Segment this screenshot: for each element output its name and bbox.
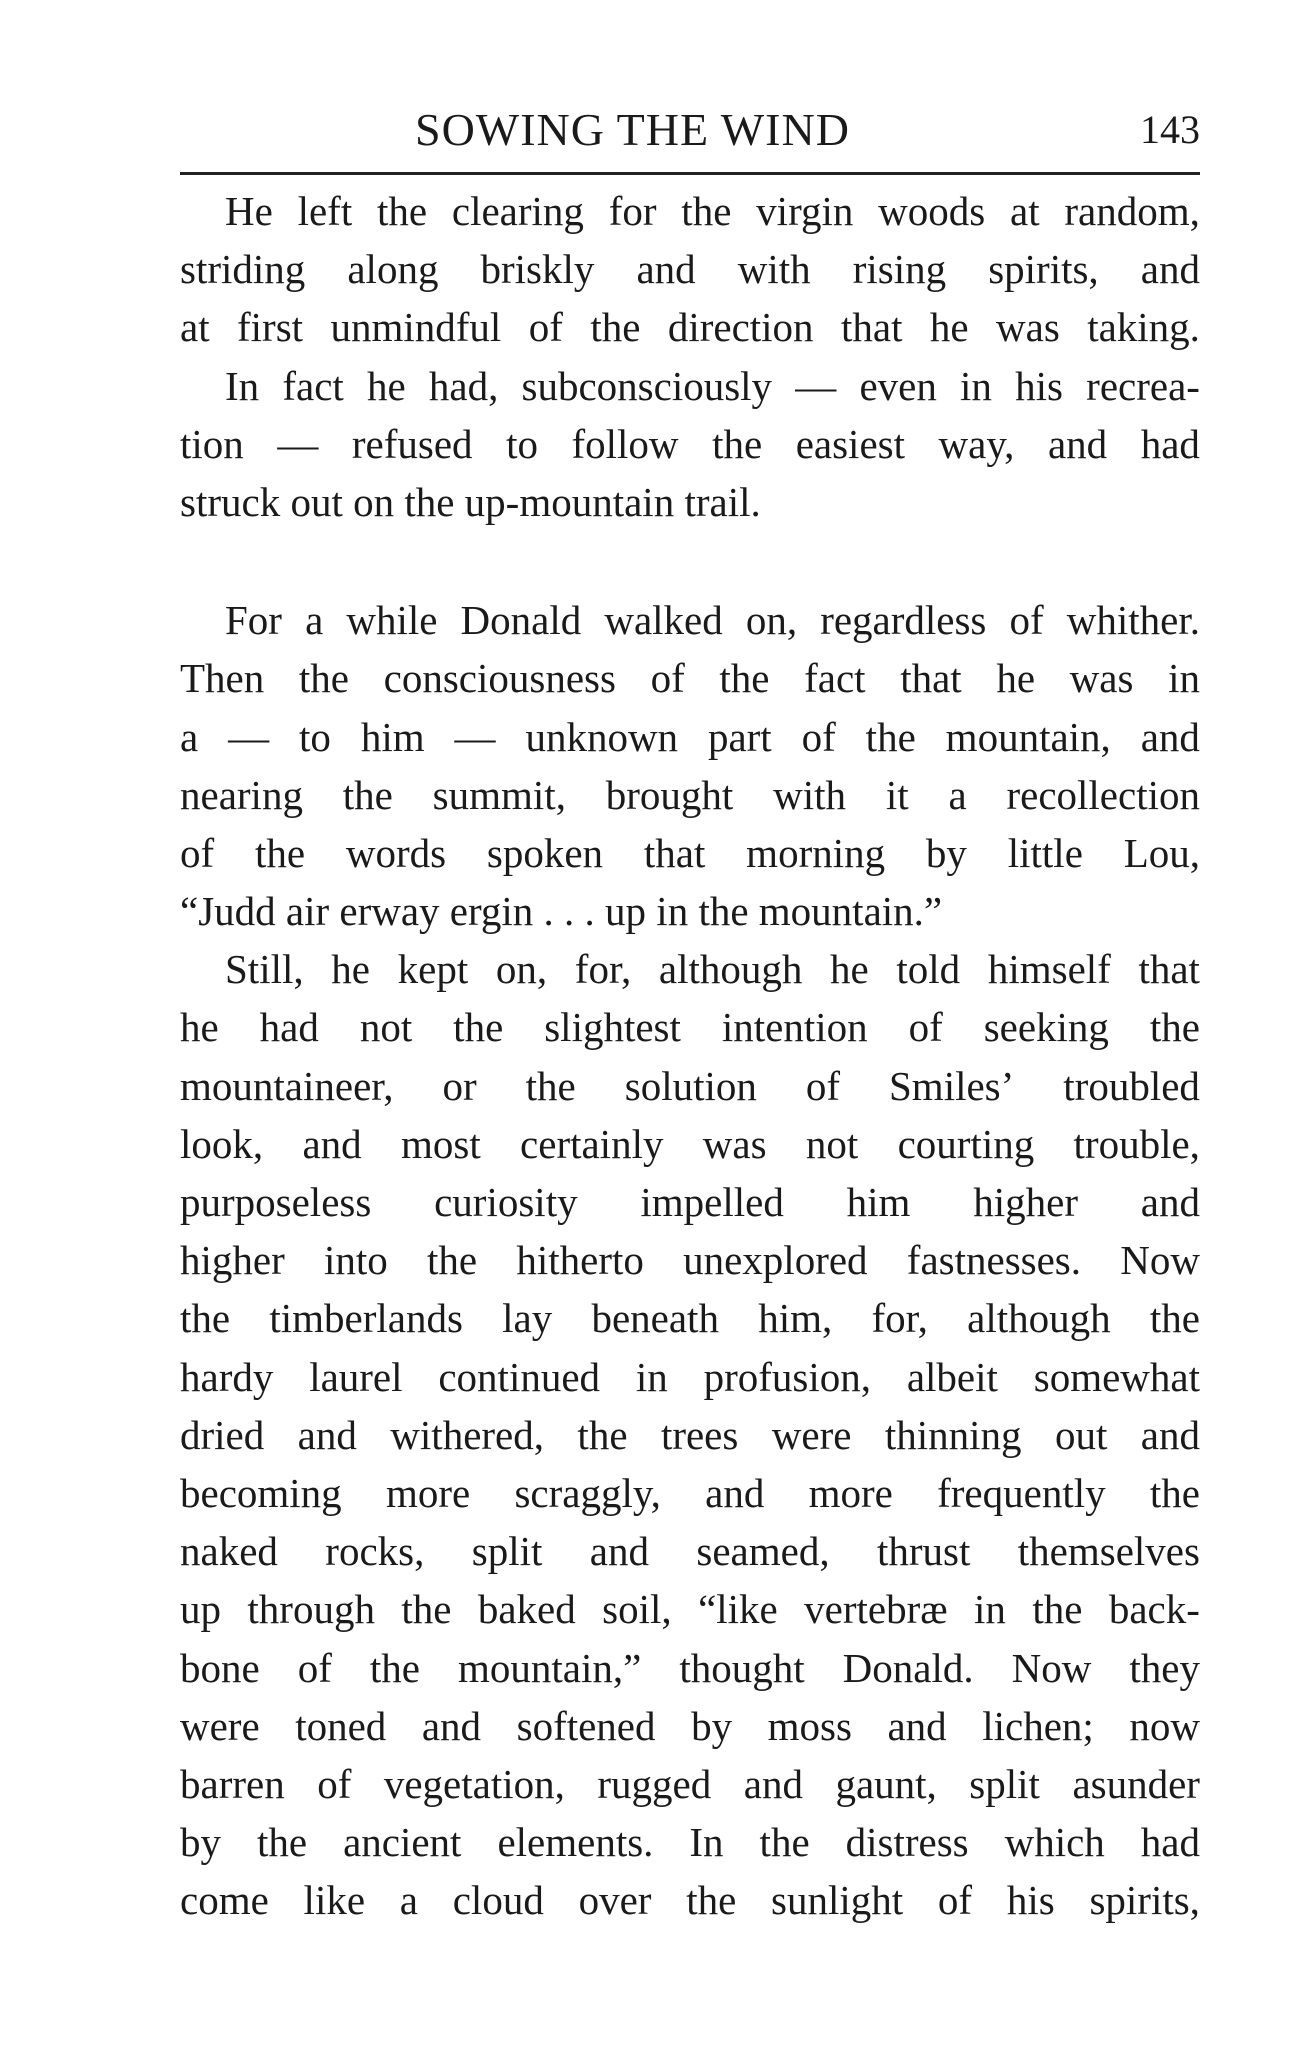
text-line: a — to him — unknown part of the mountain, and [180, 713, 1200, 760]
text-line: of the words spoken that morning by little Lou, [180, 829, 1200, 876]
header-rule [180, 172, 1200, 175]
text-line: come like a cloud over the sunlight of his spirits, [180, 1877, 1200, 1924]
text-line: dried and withered, the trees were thinning out and [180, 1411, 1200, 1458]
text-line: tion — refused to follow the easiest way, and had [180, 420, 1200, 467]
text-line: naked rocks, split and seamed, thrust themselves [180, 1528, 1200, 1575]
text-line: look, and most certainly was not courting trouble, [180, 1120, 1200, 1167]
running-head [180, 100, 1200, 160]
text-line: mountaineer, or the solution of Smiles’ troubled [180, 1062, 1200, 1109]
text-line: Then the consciousness of the fact that he was in [180, 655, 1200, 702]
text-line: barren of vegetation, rugged and gaunt, split asunder [180, 1760, 1200, 1807]
text-line: striding along briskly and with rising spirits, and [180, 246, 1200, 293]
text-line: at first unmindful of the direction that he was taking. [180, 304, 1200, 351]
text-line: For a while Donald walked on, regardless of whither. [225, 597, 1200, 644]
text-line: He left the clearing for the virgin woods at random, [225, 188, 1200, 234]
page-number: 143 [1140, 107, 1200, 152]
text-line: by the ancient elements. In the distress which had [180, 1819, 1200, 1866]
text-line: hardy laurel continued in profusion, albeit somewhat [180, 1353, 1200, 1400]
text-line: nearing the summit, brought with it a recollection [180, 771, 1200, 818]
paragraph [180, 357, 1200, 532]
text-line: “Judd air erway ergin . . . up in the mountain.” [180, 888, 943, 935]
section-break [180, 531, 1200, 591]
text-line: Still, he kept on, for, although he told himself that [225, 946, 1200, 993]
running-title: SOWING THE WIND [415, 104, 850, 155]
paragraph [180, 591, 1200, 940]
paragraph [180, 940, 1200, 1929]
text-line: higher into the hitherto unexplored fastnesses. Now [180, 1237, 1200, 1284]
text-line: purposeless curiosity impelled him higher and [180, 1179, 1200, 1225]
text-line: bone of the mountain,” thought Donald. Now they [180, 1644, 1200, 1691]
paragraph [180, 182, 1200, 357]
text-line: the timberlands lay beneath him, for, although the [180, 1295, 1200, 1342]
text-line: were toned and softened by moss and lichen; now [180, 1702, 1200, 1749]
text-line: In fact he had, subconsciously — even in his recrea- [225, 362, 1200, 409]
text-line: becoming more scraggly, and more frequently the [180, 1469, 1200, 1516]
text-line: struck out on the up-mountain trail. [180, 478, 761, 525]
body-text [180, 182, 1200, 1929]
text-line: up through the baked soil, “like vertebræ in the back- [180, 1586, 1200, 1633]
text-line: he had not the slightest intention of seeking the [180, 1004, 1200, 1051]
